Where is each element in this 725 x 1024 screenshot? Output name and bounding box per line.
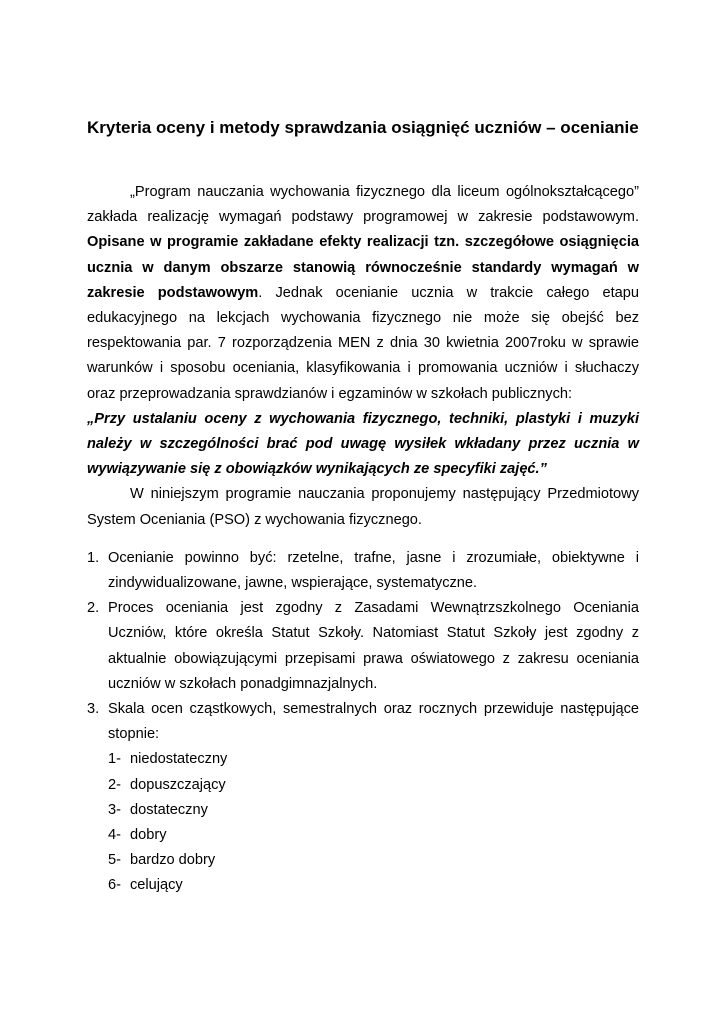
pso-paragraph: W niniejszym programie nauczania proponujemy następujący Przedmiotowy System Oceniania (PSO) z wychowania fizycznego. xyxy=(87,486,639,528)
grade-label: celujący xyxy=(130,877,183,894)
intro-bold-text: Opisane w programie zakładane efekty realizacji tzn. szczegółowe osiągnięcia ucznia w danym obszarze stanowią równocześnie standardy wymagań w zakresie podstawowym xyxy=(87,234,639,301)
grade-label: dostateczny xyxy=(130,801,208,818)
grade-scale-list xyxy=(108,747,639,898)
grade-label: niedostateczny xyxy=(130,751,228,768)
grade-number: 3- xyxy=(108,801,121,818)
regulation-quote: „Przy ustalaniu oceny z wychowania fizycznego, techniki, plastyki i muzyki należy w szczególności brać pod uwagę wysiłek wkładany przez ucznia w wywiązywanie się z obowiązków wynikających ze specyfiki zajęć.” xyxy=(87,410,639,478)
intro-text-2: . Jednak ocenianie ucznia w trakcie całego etapu edukacyjnego na lekcjach wychowania fizycznego nie może się obejść bez respektowania par. 7 rozporządzenia MEN z dnia 30 kwietnia 2007roku w sprawie warunków i sposobu oceniania, klasyfikowania i promowania uczniów i słuchaczy oraz przeprowadzania sprawdzianów i egzaminów w szkołach publicznych: xyxy=(87,284,639,402)
document-body xyxy=(87,180,639,899)
list-item xyxy=(87,596,639,697)
grade-item xyxy=(108,873,639,898)
grade-label: dobry xyxy=(130,827,167,844)
grade-item xyxy=(108,747,639,772)
intro-text-1: „Program nauczania wychowania fizycznego dla liceum ogólnokształcącego” zakłada realizację wymagań podstawy programowej w zakresie podstawowym. xyxy=(87,184,639,226)
list-item-text: Proces oceniania jest zgodny z Zasadami Wewnątrzszkolnego Oceniania Uczniów, które określa Statut Szkoły. Natomiast Statut Szkoły jest zgodny z aktualnie obowiązującymi przepisami prawa oświatowego z zakresu oceniania uczniów w szkołach ponadgimnazjalnych. xyxy=(108,600,639,692)
intro-paragraph xyxy=(87,180,639,407)
list-item-number: 1. xyxy=(87,549,100,566)
list-item-text: Skala ocen cząstkowych, semestralnych oraz rocznych przewiduje następujące stopnie: xyxy=(108,701,639,743)
grade-number: 4- xyxy=(108,827,121,844)
grade-number: 2- xyxy=(108,776,121,793)
grade-number: 5- xyxy=(108,852,121,869)
grade-item xyxy=(108,773,639,798)
list-item-number: 2. xyxy=(87,600,100,617)
criteria-list xyxy=(87,546,639,899)
grade-number: 1- xyxy=(108,751,121,768)
grade-item xyxy=(108,798,639,823)
grade-label: bardzo dobry xyxy=(130,852,216,869)
list-item xyxy=(87,546,639,596)
grade-item xyxy=(108,848,639,873)
grade-number: 6- xyxy=(108,877,121,894)
list-item xyxy=(87,697,639,899)
list-item-number: 3. xyxy=(87,701,100,718)
grade-item xyxy=(108,823,639,848)
page-title: Kryteria oceny i metody sprawdzania osiągnięć uczniów – ocenianie xyxy=(87,118,639,137)
list-item-text: Ocenianie powinno być: rzetelne, trafne, jasne i zrozumiałe, obiektywne i zindywidualizowane, jawne, wspierające, systematyczne. xyxy=(108,549,639,592)
grade-label: dopuszczający xyxy=(130,776,226,793)
